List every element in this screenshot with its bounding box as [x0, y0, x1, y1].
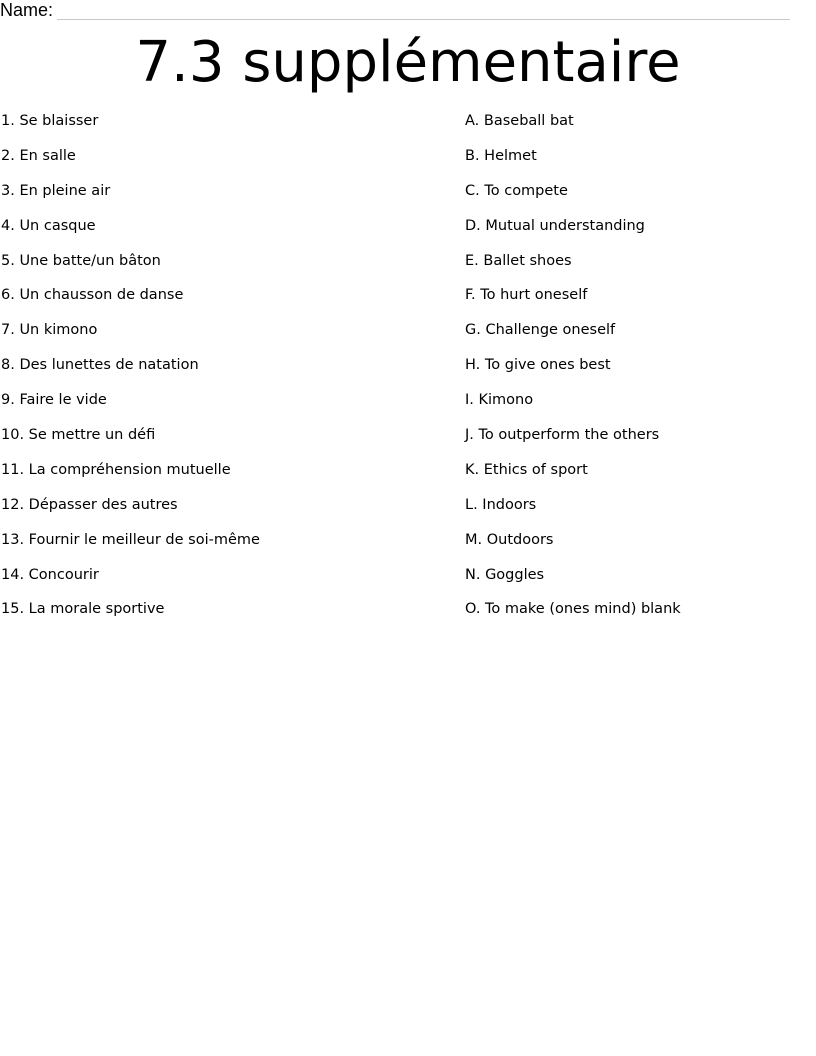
definition-item: A. Baseball bat — [465, 113, 574, 129]
term-item: 2. En salle — [1, 147, 76, 164]
term-item: 13. Fournir le meilleur de soi-même — [1, 531, 260, 548]
term-item: 11. La compréhension mutuelle — [1, 461, 231, 478]
definition-item: L. Indoors — [465, 496, 537, 513]
term-item: 3. En pleine air — [1, 182, 111, 199]
term-item: 7. Un kimono — [1, 322, 98, 339]
term-item: 6. Un chausson de danse — [1, 287, 184, 304]
term-item: 14. Concourir — [1, 566, 99, 583]
definition-item: B. Helmet — [465, 147, 537, 164]
name-blank-line — [57, 3, 790, 20]
name-row — [0, 0, 790, 20]
term-item: 1. Se blaisser — [1, 113, 99, 129]
term-item: 15. La morale sportive — [1, 601, 165, 618]
definition-item: I. Kimono — [465, 392, 534, 409]
term-item: 10. Se mettre un défi — [1, 427, 156, 444]
definition-item: K. Ethics of sport — [465, 461, 588, 478]
term-item: 5. Une batte/un bâton — [1, 252, 161, 269]
definition-item: D. Mutual understanding — [465, 217, 645, 234]
definition-item: N. Goggles — [465, 566, 545, 583]
definition-item: M. Outdoors — [465, 531, 554, 548]
definition-item: G. Challenge oneself — [465, 322, 616, 339]
term-item: 9. Faire le vide — [1, 392, 107, 409]
definition-item: C. To compete — [465, 182, 568, 199]
definition-item: F. To hurt oneself — [465, 287, 588, 304]
page-title: 7.3 supplémentaire — [135, 30, 681, 95]
term-item: 4. Un casque — [1, 217, 96, 234]
definition-item: E. Ballet shoes — [465, 252, 572, 269]
term-item: 12. Dépasser des autres — [1, 496, 178, 513]
definition-item: O. To make (ones mind) blank — [465, 601, 681, 618]
definition-item: H. To give ones best — [465, 357, 611, 374]
term-item: 8. Des lunettes de natation — [1, 357, 199, 374]
definition-item: J. To outperform the others — [465, 427, 660, 444]
name-label: Name: — [0, 0, 54, 20]
definitions-column — [465, 112, 805, 635]
terms-column — [1, 112, 441, 635]
